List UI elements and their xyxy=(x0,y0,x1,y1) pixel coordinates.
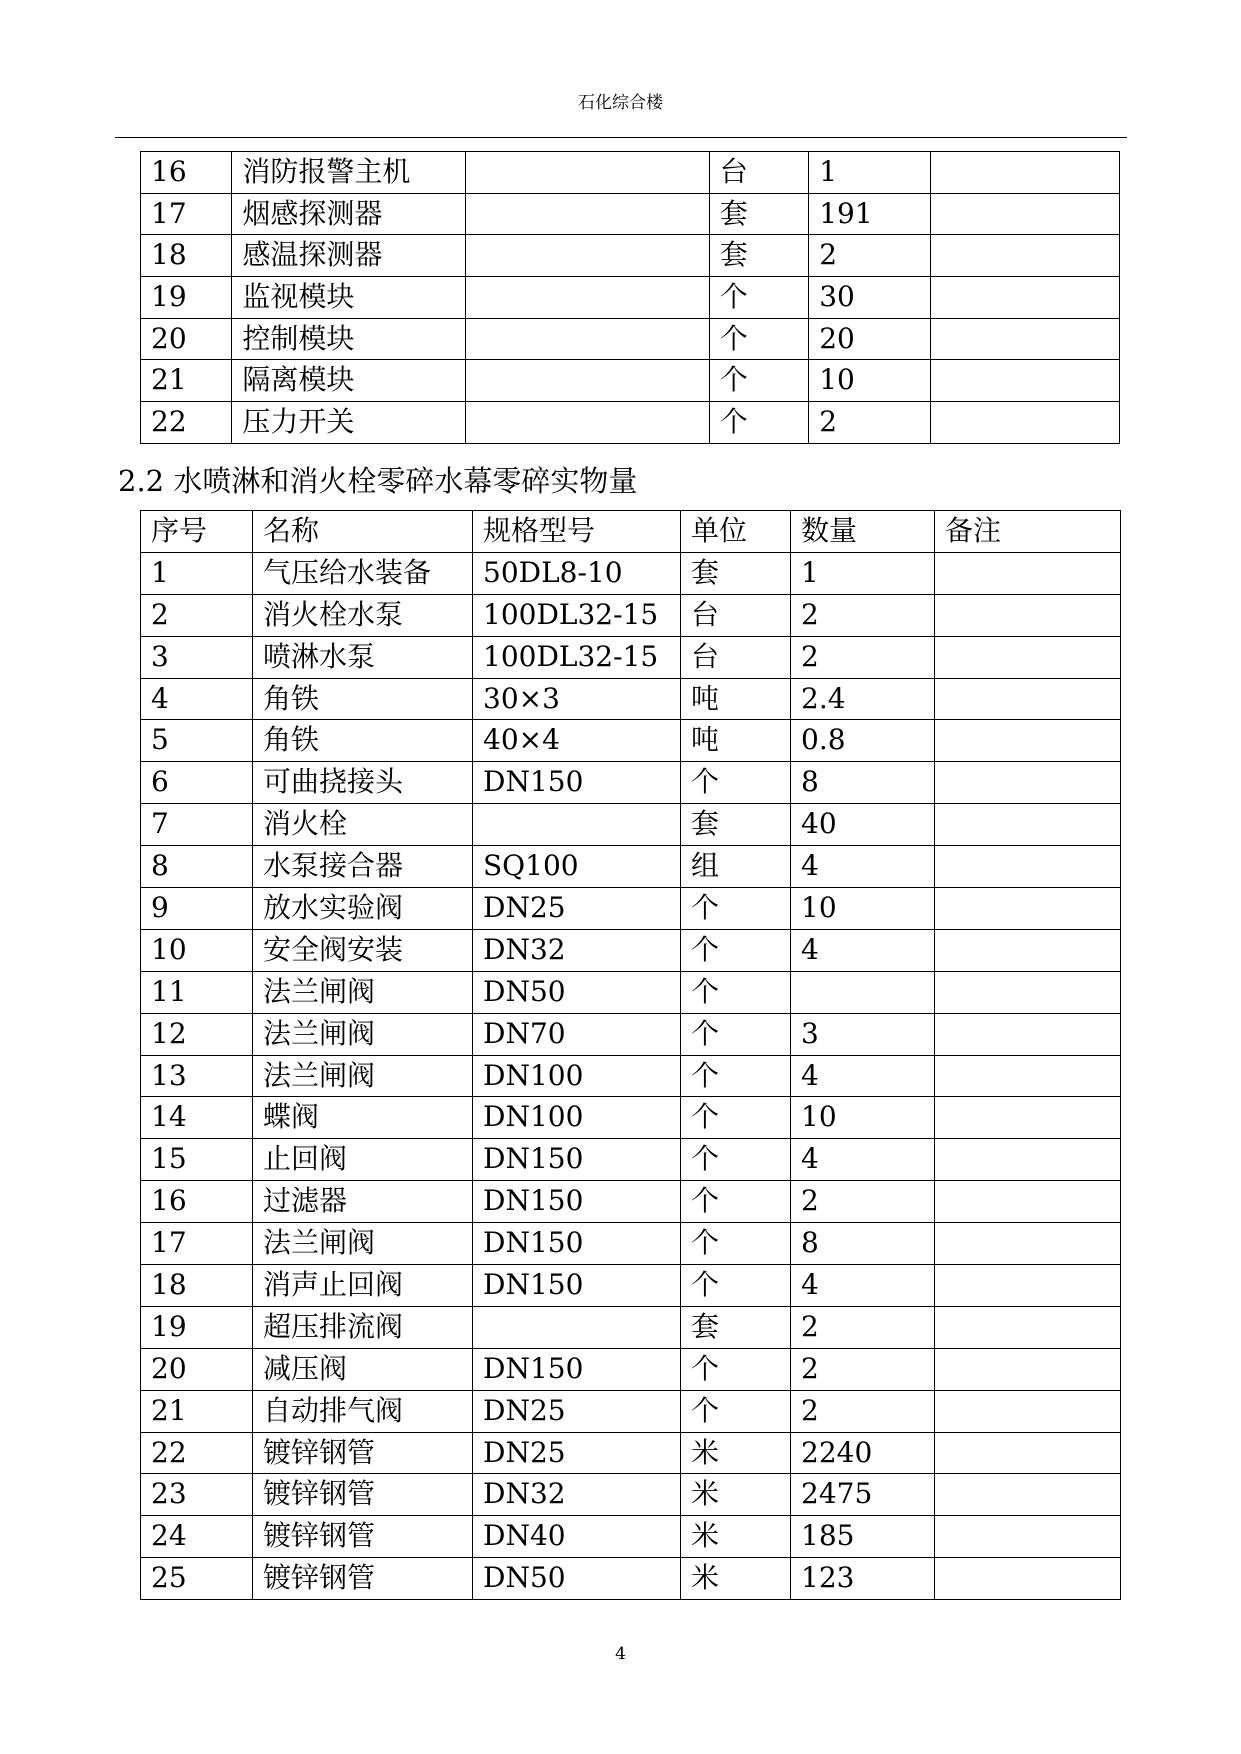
table-cell: 17 xyxy=(141,193,232,235)
table-row xyxy=(141,1055,1121,1097)
table-cell: 镀锌钢管 xyxy=(253,1474,473,1516)
table-cell: 个 xyxy=(681,1139,791,1181)
table-cell: 个 xyxy=(681,1348,791,1390)
table-cell: 15 xyxy=(141,1139,253,1181)
table-row xyxy=(141,1013,1121,1055)
table-cell: 法兰闸阀 xyxy=(253,1013,473,1055)
table-cell xyxy=(935,1432,1121,1474)
table-cell: 个 xyxy=(681,1265,791,1307)
table-cell: 18 xyxy=(141,1265,253,1307)
table-row xyxy=(141,193,1120,235)
table-cell: 数量 xyxy=(791,511,935,553)
table-row xyxy=(141,1558,1121,1600)
table-cell: DN50 xyxy=(473,1558,681,1600)
table-cell xyxy=(935,762,1121,804)
table-cell: 30×3 xyxy=(473,678,681,720)
table-cell xyxy=(931,277,1120,319)
table-cell: 法兰闸阀 xyxy=(253,1055,473,1097)
table-cell: 个 xyxy=(681,1390,791,1432)
table-cell: 2 xyxy=(791,1390,935,1432)
table-cell: 8 xyxy=(791,762,935,804)
table-cell: 0.8 xyxy=(791,720,935,762)
table-row xyxy=(141,235,1120,277)
table-cell xyxy=(465,360,709,402)
table-cell: 7 xyxy=(141,804,253,846)
table-cell: 50DL8-10 xyxy=(473,552,681,594)
table-cell: 20 xyxy=(141,1348,253,1390)
table-cell xyxy=(465,193,709,235)
table-cell: 2475 xyxy=(791,1474,935,1516)
table-cell: DN40 xyxy=(473,1516,681,1558)
table-cell: 个 xyxy=(681,929,791,971)
table-row xyxy=(141,1181,1121,1223)
table-cell: 2240 xyxy=(791,1432,935,1474)
table-cell: 烟感探测器 xyxy=(232,193,466,235)
table-cell xyxy=(935,1223,1121,1265)
table-cell: 个 xyxy=(709,277,809,319)
table-cell: 自动排气阀 xyxy=(253,1390,473,1432)
table-cell: 个 xyxy=(709,318,809,360)
table-cell: 22 xyxy=(141,1432,253,1474)
table-cell: 蝶阀 xyxy=(253,1097,473,1139)
table-cell: 4 xyxy=(141,678,253,720)
table-cell xyxy=(465,402,709,444)
table-cell: 名称 xyxy=(253,511,473,553)
table-cell: 4 xyxy=(791,929,935,971)
table-cell: 超压排流阀 xyxy=(253,1306,473,1348)
table-cell: 套 xyxy=(709,193,809,235)
table-cell xyxy=(931,402,1120,444)
table-cell: 5 xyxy=(141,720,253,762)
table-row xyxy=(141,1516,1121,1558)
table-row xyxy=(141,152,1120,194)
table-cell xyxy=(935,888,1121,930)
table-cell: 2.4 xyxy=(791,678,935,720)
table-cell: 个 xyxy=(681,1181,791,1223)
table-cell: 2 xyxy=(791,1306,935,1348)
table-cell: 100DL32-15 xyxy=(473,636,681,678)
table-cell: DN32 xyxy=(473,1474,681,1516)
table-cell: 123 xyxy=(791,1558,935,1600)
table-cell: 16 xyxy=(141,152,232,194)
table-cell xyxy=(935,720,1121,762)
table-cell xyxy=(935,1474,1121,1516)
table-cell xyxy=(931,152,1120,194)
table-cell: 18 xyxy=(141,235,232,277)
table-cell: 法兰闸阀 xyxy=(253,1223,473,1265)
table-cell: 个 xyxy=(681,1097,791,1139)
table-cell xyxy=(935,678,1121,720)
table-cell: DN150 xyxy=(473,1223,681,1265)
table-cell: 4 xyxy=(791,1139,935,1181)
table-cell: 消声止回阀 xyxy=(253,1265,473,1307)
page-number: 4 xyxy=(615,1644,626,1664)
table-cell: 10 xyxy=(141,929,253,971)
table-cell: 隔离模块 xyxy=(232,360,466,402)
table-cell: 个 xyxy=(681,1013,791,1055)
table-cell: 3 xyxy=(141,636,253,678)
table-row xyxy=(141,1265,1121,1307)
table-cell xyxy=(935,1097,1121,1139)
table-cell: 控制模块 xyxy=(232,318,466,360)
table-cell: 13 xyxy=(141,1055,253,1097)
table-cell: 台 xyxy=(681,636,791,678)
table-cell: 组 xyxy=(681,846,791,888)
table-cell: 压力开关 xyxy=(232,402,466,444)
table-cell: 11 xyxy=(141,971,253,1013)
table-cell: 24 xyxy=(141,1516,253,1558)
table-cell: 23 xyxy=(141,1474,253,1516)
table-cell: 米 xyxy=(681,1516,791,1558)
table-cell: 消防报警主机 xyxy=(232,152,466,194)
table-cell: 镀锌钢管 xyxy=(253,1558,473,1600)
table-cell: 1 xyxy=(809,152,931,194)
table-cell: DN150 xyxy=(473,1348,681,1390)
table-cell: 22 xyxy=(141,402,232,444)
table-cell xyxy=(473,1306,681,1348)
table-cell: 2 xyxy=(809,235,931,277)
table-cell: 个 xyxy=(709,402,809,444)
table-row xyxy=(141,888,1121,930)
table-row xyxy=(141,1097,1121,1139)
table-cell xyxy=(935,1139,1121,1181)
table-cell xyxy=(465,318,709,360)
table-cell xyxy=(931,193,1120,235)
table-cell: 水泵接合器 xyxy=(253,846,473,888)
table-row xyxy=(141,1474,1121,1516)
table-cell: 喷淋水泵 xyxy=(253,636,473,678)
table-cell: 40×4 xyxy=(473,720,681,762)
table-cell: 监视模块 xyxy=(232,277,466,319)
table-cell: 19 xyxy=(141,277,232,319)
table-cell: 4 xyxy=(791,1055,935,1097)
table-row xyxy=(141,636,1121,678)
table-cell: 备注 xyxy=(935,511,1121,553)
table-cell: DN25 xyxy=(473,1432,681,1474)
table-cell: 个 xyxy=(681,762,791,804)
table-cell xyxy=(935,1306,1121,1348)
table-cell: 2 xyxy=(791,594,935,636)
page-header-title: 石化综合楼 xyxy=(578,93,663,113)
table-cell: 2 xyxy=(791,1181,935,1223)
table-cell xyxy=(935,1348,1121,1390)
table-row xyxy=(141,720,1121,762)
table-cell: 25 xyxy=(141,1558,253,1600)
table-cell: 6 xyxy=(141,762,253,804)
table-cell: 19 xyxy=(141,1306,253,1348)
table-cell: 米 xyxy=(681,1474,791,1516)
table-cell: 镀锌钢管 xyxy=(253,1432,473,1474)
table-cell xyxy=(465,277,709,319)
table-cell xyxy=(935,594,1121,636)
table-cell: 8 xyxy=(791,1223,935,1265)
table-cell: 191 xyxy=(809,193,931,235)
table-cell: 套 xyxy=(709,235,809,277)
table-cell xyxy=(935,1181,1121,1223)
table-cell: 9 xyxy=(141,888,253,930)
table-cell: 20 xyxy=(141,318,232,360)
table-cell: 2 xyxy=(791,636,935,678)
table-cell xyxy=(935,1265,1121,1307)
section-heading: 2.2 水喷淋和消火栓零碎水幕零碎实物量 xyxy=(118,464,638,498)
table-cell xyxy=(791,971,935,1013)
table-cell: 个 xyxy=(681,1223,791,1265)
table-cell xyxy=(465,235,709,277)
table-cell: 4 xyxy=(791,1265,935,1307)
table-cell: 序号 xyxy=(141,511,253,553)
table-cell: 过滤器 xyxy=(253,1181,473,1223)
table-cell: 21 xyxy=(141,1390,253,1432)
table-cell: 吨 xyxy=(681,678,791,720)
table-cell: 消火栓 xyxy=(253,804,473,846)
table-row xyxy=(141,1348,1121,1390)
table-row xyxy=(141,318,1120,360)
table-cell: 40 xyxy=(791,804,935,846)
table-cell: DN150 xyxy=(473,1181,681,1223)
table-cell xyxy=(931,360,1120,402)
table-cell: 角铁 xyxy=(253,720,473,762)
table-cell: 法兰闸阀 xyxy=(253,971,473,1013)
table-row xyxy=(141,552,1121,594)
table-cell: 17 xyxy=(141,1223,253,1265)
table-cell: 个 xyxy=(681,1055,791,1097)
table-cell: 12 xyxy=(141,1013,253,1055)
equipment-table-continued xyxy=(140,151,1120,444)
table-cell xyxy=(931,318,1120,360)
table-cell: 16 xyxy=(141,1181,253,1223)
table-row xyxy=(141,594,1121,636)
table-cell: 消火栓水泵 xyxy=(253,594,473,636)
table-cell: 1 xyxy=(791,552,935,594)
table-cell: 185 xyxy=(791,1516,935,1558)
table-cell xyxy=(465,152,709,194)
table-row xyxy=(141,402,1120,444)
table-cell: DN150 xyxy=(473,762,681,804)
table-cell xyxy=(935,1516,1121,1558)
table-cell: 安全阀安装 xyxy=(253,929,473,971)
table-cell: 镀锌钢管 xyxy=(253,1516,473,1558)
table-row xyxy=(141,804,1121,846)
table-cell: 气压给水装备 xyxy=(253,552,473,594)
table-cell: DN25 xyxy=(473,888,681,930)
table-cell xyxy=(935,552,1121,594)
table-cell: 套 xyxy=(681,1306,791,1348)
table-cell xyxy=(935,929,1121,971)
table-cell: 感温探测器 xyxy=(232,235,466,277)
material-quantity-table xyxy=(140,510,1121,1600)
table-cell: 止回阀 xyxy=(253,1139,473,1181)
table-cell: 个 xyxy=(709,360,809,402)
table-row xyxy=(141,1223,1121,1265)
table-cell xyxy=(473,804,681,846)
table-cell: SQ100 xyxy=(473,846,681,888)
table-cell: 米 xyxy=(681,1432,791,1474)
table-cell xyxy=(935,1390,1121,1432)
table-cell xyxy=(935,1558,1121,1600)
table-cell xyxy=(935,804,1121,846)
table-cell xyxy=(935,846,1121,888)
table-cell: 21 xyxy=(141,360,232,402)
table-cell xyxy=(931,235,1120,277)
table-cell xyxy=(935,1013,1121,1055)
table-cell: 吨 xyxy=(681,720,791,762)
table-row xyxy=(141,929,1121,971)
table-cell: 2 xyxy=(791,1348,935,1390)
table-cell: DN100 xyxy=(473,1097,681,1139)
table-cell: 规格型号 xyxy=(473,511,681,553)
table-row xyxy=(141,678,1121,720)
table-cell: 10 xyxy=(791,888,935,930)
table-cell: 套 xyxy=(681,552,791,594)
table-cell: DN70 xyxy=(473,1013,681,1055)
table-cell: 减压阀 xyxy=(253,1348,473,1390)
header-rule xyxy=(115,137,1127,138)
table-cell: 个 xyxy=(681,888,791,930)
table-cell: 台 xyxy=(681,594,791,636)
table-cell: DN150 xyxy=(473,1139,681,1181)
table-cell: 10 xyxy=(809,360,931,402)
table-cell: 角铁 xyxy=(253,678,473,720)
table-cell: 个 xyxy=(681,971,791,1013)
table-cell xyxy=(935,971,1121,1013)
table-row xyxy=(141,1432,1121,1474)
table-row xyxy=(141,277,1120,319)
table-cell: 30 xyxy=(809,277,931,319)
table-cell xyxy=(935,1055,1121,1097)
table-cell: 2 xyxy=(141,594,253,636)
table-header-row xyxy=(141,511,1121,553)
table-cell: 放水实验阀 xyxy=(253,888,473,930)
table-cell: 20 xyxy=(809,318,931,360)
table-row xyxy=(141,762,1121,804)
table-cell: DN50 xyxy=(473,971,681,1013)
table-cell: 米 xyxy=(681,1558,791,1600)
table-cell: 3 xyxy=(791,1013,935,1055)
table-row xyxy=(141,846,1121,888)
table-cell: 4 xyxy=(791,846,935,888)
table-cell: 8 xyxy=(141,846,253,888)
table-row xyxy=(141,1306,1121,1348)
table-cell: 100DL32-15 xyxy=(473,594,681,636)
table-cell: 10 xyxy=(791,1097,935,1139)
table-cell: 1 xyxy=(141,552,253,594)
table-row xyxy=(141,971,1121,1013)
table-cell: 14 xyxy=(141,1097,253,1139)
table-cell: DN150 xyxy=(473,1265,681,1307)
table-cell: 2 xyxy=(809,402,931,444)
table-cell: 可曲挠接头 xyxy=(253,762,473,804)
table-cell: DN25 xyxy=(473,1390,681,1432)
table-cell: DN32 xyxy=(473,929,681,971)
table-row xyxy=(141,360,1120,402)
table-cell: DN100 xyxy=(473,1055,681,1097)
table-cell: 套 xyxy=(681,804,791,846)
table-cell xyxy=(935,636,1121,678)
table-cell: 台 xyxy=(709,152,809,194)
table-row xyxy=(141,1390,1121,1432)
table-cell: 单位 xyxy=(681,511,791,553)
table-row xyxy=(141,1139,1121,1181)
